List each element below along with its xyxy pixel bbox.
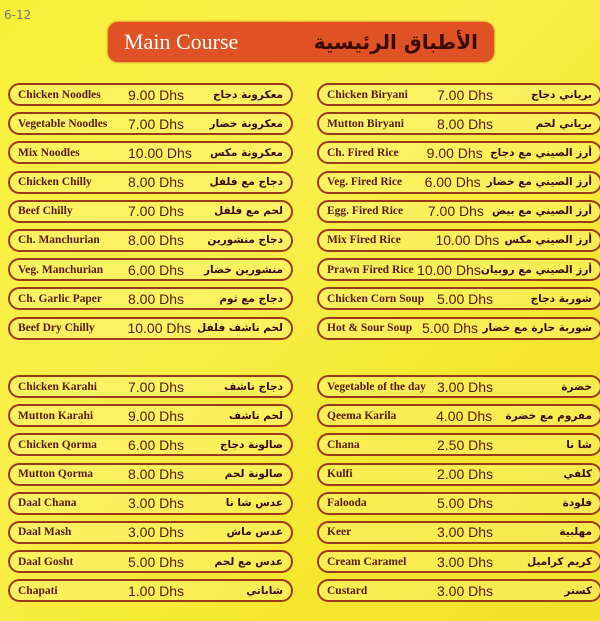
item-name: Mutton Qorma xyxy=(18,468,94,481)
item-name: Chicken Chilly xyxy=(18,176,92,189)
item-name: Hot & Sour Soup xyxy=(327,322,413,334)
item-price: 5.00 Dhs xyxy=(128,553,185,570)
item-name: Qeema Karila xyxy=(327,409,397,422)
item-name: Mutton Biryani xyxy=(327,117,404,130)
item-price: 8.00 Dhs xyxy=(437,115,494,132)
item-price: 9.00 Dhs xyxy=(426,144,483,161)
item-name-arabic: برياني لحم xyxy=(535,117,592,130)
menu-item xyxy=(8,200,293,223)
item-name-arabic: أرز الصيني مكس xyxy=(504,234,592,247)
item-price: 10.00 Dhs xyxy=(127,320,192,336)
item-name: Mix Fired Rice xyxy=(327,234,401,247)
menu-item xyxy=(8,492,293,515)
item-name: Chana xyxy=(327,438,360,451)
item-name: Falooda xyxy=(327,497,367,510)
item-name-arabic: عدس شا نا xyxy=(225,497,283,510)
item-price: 3.00 Dhs xyxy=(128,524,185,541)
menu-item xyxy=(8,83,293,106)
menu-item xyxy=(317,375,600,398)
item-name: Chapati xyxy=(18,584,58,597)
handwritten-note: 6-12 xyxy=(4,8,32,22)
item-price: 8.00 Dhs xyxy=(128,466,185,483)
menu-item xyxy=(317,258,600,281)
menu-item xyxy=(317,433,600,456)
item-name-arabic: لحم ناشف xyxy=(228,409,283,422)
menu-item xyxy=(317,200,600,223)
item-name: Beef Dry Chilly xyxy=(18,322,95,334)
menu-item xyxy=(8,112,293,135)
item-name: Mix Noodles xyxy=(18,146,80,159)
menu-item xyxy=(317,317,600,340)
item-name-arabic: دجاج مع فلفل xyxy=(209,176,283,189)
item-name-arabic: فلودة xyxy=(562,497,592,510)
menu-item xyxy=(317,404,600,427)
item-name: Daal Mash xyxy=(18,526,72,539)
item-price: 8.00 Dhs xyxy=(128,232,185,249)
item-name-arabic: شا نا xyxy=(566,438,592,451)
item-name-arabic: أرز الصيني مع دجاج xyxy=(490,146,592,159)
item-name: Chicken Noodles xyxy=(18,88,101,101)
item-price: 3.00 Dhs xyxy=(437,553,494,570)
item-name-arabic: مفروم مع خضرة xyxy=(505,409,592,422)
item-price: 2.00 Dhs xyxy=(437,466,494,483)
item-price: 5.00 Dhs xyxy=(437,290,494,307)
item-price: 10.00 Dhs xyxy=(435,232,500,249)
menu-item xyxy=(317,492,600,515)
item-name-arabic: معكرونة دجاج xyxy=(212,88,283,101)
menu-column xyxy=(317,83,600,346)
item-price: 2.50 Dhs xyxy=(437,436,494,453)
menu-item xyxy=(317,171,600,194)
item-name-arabic: شوربة حارة مع خضار xyxy=(482,322,592,334)
menu-item xyxy=(8,317,293,340)
menu-item xyxy=(8,229,293,252)
menu-item xyxy=(317,229,600,252)
menu-item xyxy=(8,550,293,573)
item-name: Kulfi xyxy=(327,468,353,481)
menu-item xyxy=(317,287,600,310)
item-name: Custard xyxy=(327,584,368,597)
menu-item xyxy=(317,112,600,135)
item-price: 9.00 Dhs xyxy=(128,86,185,103)
item-price: 9.00 Dhs xyxy=(128,407,185,424)
item-name-arabic: كستر xyxy=(564,584,592,597)
menu-item xyxy=(8,375,293,398)
menu-item xyxy=(8,521,293,544)
menu-item xyxy=(317,83,600,106)
item-price: 7.00 Dhs xyxy=(128,115,185,132)
item-name: Chicken Corn Soup xyxy=(327,292,425,305)
item-name-arabic: عدس ماش xyxy=(226,526,283,539)
item-price: 7.00 Dhs xyxy=(437,86,494,103)
menu-column xyxy=(8,83,293,346)
item-name-arabic: صالونة دجاج xyxy=(219,438,283,451)
item-price: 3.00 Dhs xyxy=(437,582,494,599)
item-name: Chicken Biryani xyxy=(327,88,408,101)
item-name: Prawn Fired Rice xyxy=(327,263,414,276)
item-name-arabic: خضرة xyxy=(561,380,592,393)
item-price: 1.00 Dhs xyxy=(128,582,185,599)
item-price: 10.00 Dhs xyxy=(128,144,192,161)
item-name: Vegetable Noodles xyxy=(18,117,108,130)
item-name: Daal Gosht xyxy=(18,555,74,568)
menu-item xyxy=(8,287,293,310)
menu-item xyxy=(317,141,600,164)
item-name-arabic: أرز الصيني مع خضار xyxy=(486,176,592,189)
menu-column xyxy=(317,375,600,609)
item-name-arabic: دجاج منشورين xyxy=(207,234,283,247)
item-price: 7.00 Dhs xyxy=(427,203,484,220)
menu-item xyxy=(8,141,293,164)
item-name: Ch. Fired Rice xyxy=(327,146,399,159)
item-name-arabic: دجاج مع ثوم xyxy=(219,292,283,305)
item-name-arabic: دجاج ناشف xyxy=(224,380,283,393)
item-name: Chicken Karahi xyxy=(18,380,97,393)
menu-item xyxy=(8,404,293,427)
title-arabic: الأطباق الرئيسية xyxy=(313,30,478,54)
item-price: 3.00 Dhs xyxy=(128,495,185,512)
item-price: 6.00 Dhs xyxy=(424,174,481,191)
item-name-arabic: معكرونة مكس xyxy=(209,146,283,159)
item-name-arabic: برياني دجاج xyxy=(530,88,592,101)
menu-item xyxy=(317,550,600,573)
item-price: 4.00 Dhs xyxy=(436,407,493,424)
item-price: 8.00 Dhs xyxy=(128,174,185,191)
item-name-arabic: لحم ناشف فلفل xyxy=(197,322,283,334)
item-name-arabic: كلفي xyxy=(563,468,592,481)
item-name: Egg. Fired Rice xyxy=(327,205,404,218)
item-name: Mutton Karahi xyxy=(18,409,94,422)
menu-item xyxy=(8,463,293,486)
item-name-arabic: لحم مع فلفل xyxy=(214,205,283,218)
menu-item xyxy=(8,258,293,281)
item-price: 8.00 Dhs xyxy=(128,290,185,307)
item-name: Vegetable of the day xyxy=(327,380,426,393)
item-name-arabic: صالونة لحم xyxy=(224,468,283,481)
menu-item xyxy=(8,433,293,456)
item-name: Daal Chana xyxy=(18,497,77,510)
item-name-arabic: عدس مع لحم xyxy=(214,555,283,568)
menu-item xyxy=(317,521,600,544)
item-price: 5.00 Dhs xyxy=(437,495,494,512)
item-name: Ch. Garlic Paper xyxy=(18,292,102,305)
item-name: Keer xyxy=(327,526,352,539)
item-price: 3.00 Dhs xyxy=(437,524,494,541)
title-english: Main Course xyxy=(124,29,239,54)
item-price: 3.00 Dhs xyxy=(437,378,494,395)
item-name-arabic: أرز الصيني مع بيض xyxy=(492,205,592,218)
item-name-arabic: شاباتي xyxy=(246,584,283,597)
item-price: 7.00 Dhs xyxy=(128,203,185,220)
section-banner xyxy=(108,22,494,62)
item-price: 6.00 Dhs xyxy=(128,436,185,453)
menu-item xyxy=(317,463,600,486)
item-price: 10.00 Dhs xyxy=(417,261,481,278)
item-name-arabic: شوربة دجاج xyxy=(530,292,592,305)
menu-item xyxy=(317,579,600,602)
item-name: Cream Caramel xyxy=(327,555,407,568)
item-name-arabic: كريم كراميل xyxy=(527,555,592,568)
item-name: Veg. Manchurian xyxy=(18,263,104,276)
item-name: Ch. Manchurian xyxy=(18,234,100,247)
item-price: 7.00 Dhs xyxy=(128,378,185,395)
item-name: Chicken Qorma xyxy=(18,438,97,451)
item-price: 5.00 Dhs xyxy=(421,320,479,336)
item-name-arabic: مهلبية xyxy=(559,526,592,539)
item-name: Beef Chilly xyxy=(18,205,73,218)
item-name-arabic: معكرونة خضار xyxy=(209,117,283,130)
menu-column xyxy=(8,375,293,609)
menu-item xyxy=(8,171,293,194)
item-name-arabic: أرز الصيني مع روبيان xyxy=(480,263,592,276)
item-price: 6.00 Dhs xyxy=(128,261,185,278)
item-name-arabic: منشورين خضار xyxy=(203,263,283,276)
item-name: Veg. Fired Rice xyxy=(327,176,403,189)
menu-item xyxy=(8,579,293,602)
